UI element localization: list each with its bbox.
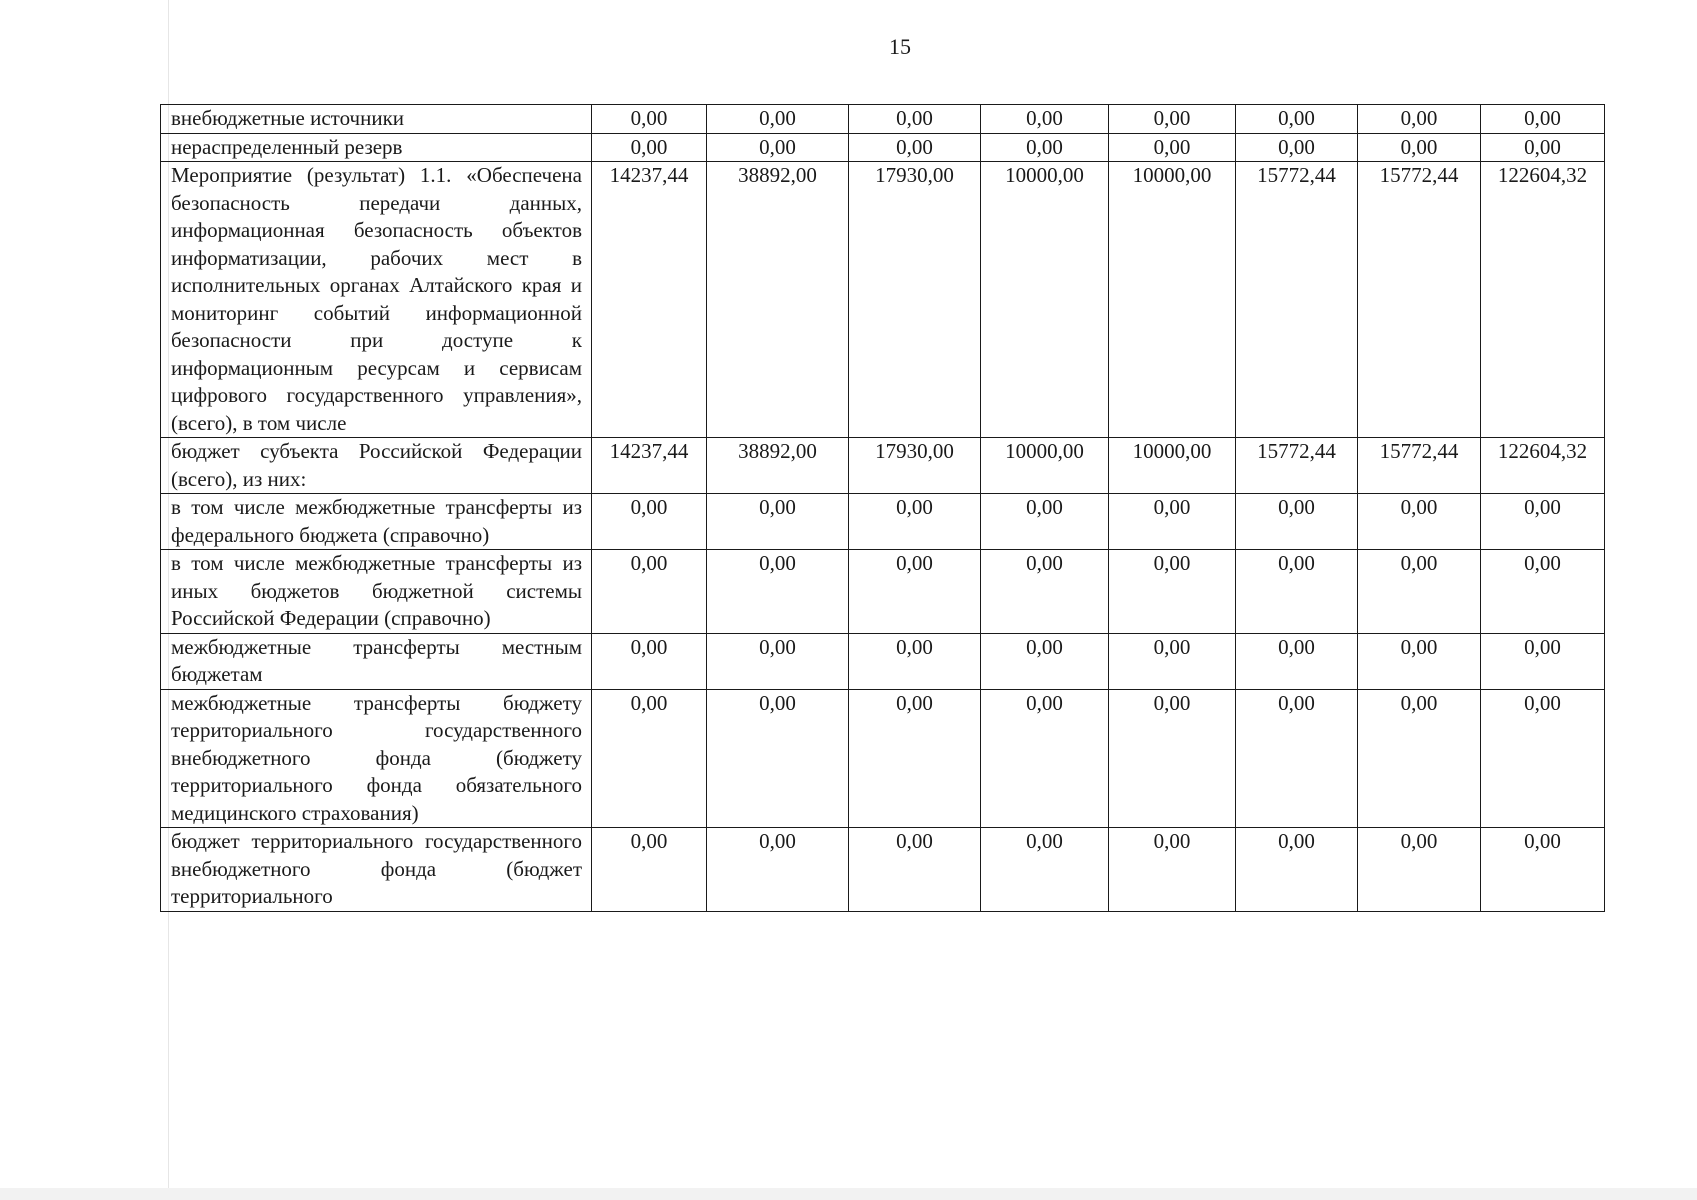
cell-value: 0,00 (592, 105, 707, 134)
table-row (161, 550, 1605, 634)
row-label: межбюджетные трансферты местным бюджетам (161, 633, 592, 689)
budget-table (160, 104, 1605, 912)
cell-value: 0,00 (1481, 633, 1605, 689)
table-row (161, 689, 1605, 828)
cell-value: 0,00 (1236, 133, 1358, 162)
row-label: внебюджетные источники (161, 105, 592, 134)
cell-value: 0,00 (1236, 633, 1358, 689)
cell-value: 10000,00 (1109, 162, 1236, 438)
cell-value: 0,00 (1481, 494, 1605, 550)
cell-value: 0,00 (1358, 633, 1481, 689)
row-label: Мероприятие (результат) 1.1. «Обеспечена безопасность передачи данных, информационная безопасность объектов информатизации, рабочих мест в исполнительных органах Алтайского края и мониторинг событий информационной безопасности при доступе к информационным ресурсам и сервисам цифрового государственного управления», (всего), в том числе (161, 162, 592, 438)
cell-value: 0,00 (1481, 133, 1605, 162)
cell-value: 0,00 (1358, 828, 1481, 912)
table-row (161, 828, 1605, 912)
cell-value: 0,00 (1358, 550, 1481, 634)
row-label: бюджет субъекта Российской Федерации (всего), из них: (161, 438, 592, 494)
cell-value: 0,00 (1481, 828, 1605, 912)
cell-value: 0,00 (707, 494, 849, 550)
row-label: межбюджетные трансферты бюджету территориального государственного внебюджетного фонда (бюджету территориального фонда обязательного медицинского страхования) (161, 689, 592, 828)
cell-value: 0,00 (981, 133, 1109, 162)
row-label: в том числе межбюджетные трансферты из федерального бюджета (справочно) (161, 494, 592, 550)
cell-value: 0,00 (849, 828, 981, 912)
cell-value: 0,00 (1481, 105, 1605, 134)
cell-value: 15772,44 (1236, 438, 1358, 494)
row-label: нераспределенный резерв (161, 133, 592, 162)
cell-value: 0,00 (849, 633, 981, 689)
row-label: в том числе межбюджетные трансферты из иных бюджетов бюджетной системы Российской Федерации (справочно) (161, 550, 592, 634)
cell-value: 15772,44 (1358, 438, 1481, 494)
cell-value: 0,00 (1358, 494, 1481, 550)
cell-value: 0,00 (1236, 828, 1358, 912)
cell-value: 0,00 (707, 689, 849, 828)
cell-value: 0,00 (981, 550, 1109, 634)
cell-value: 0,00 (849, 133, 981, 162)
cell-value: 0,00 (592, 828, 707, 912)
table-row (161, 162, 1605, 438)
cell-value: 0,00 (849, 494, 981, 550)
cell-value: 0,00 (592, 689, 707, 828)
table-row (161, 438, 1605, 494)
cell-value: 0,00 (981, 105, 1109, 134)
cell-value: 0,00 (981, 633, 1109, 689)
cell-value: 0,00 (1358, 133, 1481, 162)
cell-value: 122604,32 (1481, 438, 1605, 494)
cell-value: 15772,44 (1236, 162, 1358, 438)
cell-value: 0,00 (1236, 550, 1358, 634)
cell-value: 10000,00 (1109, 438, 1236, 494)
table-row (161, 133, 1605, 162)
cell-value: 0,00 (707, 550, 849, 634)
cell-value: 0,00 (592, 550, 707, 634)
table-row (161, 633, 1605, 689)
cell-value: 17930,00 (849, 162, 981, 438)
cell-value: 0,00 (1358, 689, 1481, 828)
cell-value: 0,00 (1109, 105, 1236, 134)
table-row (161, 494, 1605, 550)
cell-value: 0,00 (707, 633, 849, 689)
cell-value: 38892,00 (707, 438, 849, 494)
cell-value: 0,00 (849, 689, 981, 828)
row-label: бюджет территориального государственного внебюджетного фонда (бюджет территориального (161, 828, 592, 912)
cell-value: 14237,44 (592, 162, 707, 438)
scan-edge (0, 1188, 1697, 1200)
table-row (161, 105, 1605, 134)
cell-value: 15772,44 (1358, 162, 1481, 438)
cell-value: 0,00 (1109, 494, 1236, 550)
cell-value: 122604,32 (1481, 162, 1605, 438)
page-number: 15 (889, 34, 911, 59)
cell-value: 17930,00 (849, 438, 981, 494)
cell-value: 10000,00 (981, 438, 1109, 494)
cell-value: 0,00 (1109, 133, 1236, 162)
cell-value: 0,00 (1109, 550, 1236, 634)
cell-value: 0,00 (981, 494, 1109, 550)
cell-value: 0,00 (849, 550, 981, 634)
cell-value: 0,00 (707, 105, 849, 134)
cell-value: 0,00 (707, 828, 849, 912)
cell-value: 0,00 (981, 689, 1109, 828)
cell-value: 0,00 (1481, 550, 1605, 634)
cell-value: 0,00 (849, 105, 981, 134)
cell-value: 0,00 (1109, 828, 1236, 912)
cell-value: 0,00 (592, 494, 707, 550)
cell-value: 0,00 (1236, 689, 1358, 828)
cell-value: 0,00 (707, 133, 849, 162)
cell-value: 0,00 (1236, 494, 1358, 550)
cell-value: 38892,00 (707, 162, 849, 438)
cell-value: 0,00 (1109, 633, 1236, 689)
cell-value: 0,00 (1358, 105, 1481, 134)
cell-value: 0,00 (1109, 689, 1236, 828)
cell-value: 0,00 (592, 633, 707, 689)
cell-value: 0,00 (592, 133, 707, 162)
cell-value: 0,00 (981, 828, 1109, 912)
cell-value: 10000,00 (981, 162, 1109, 438)
cell-value: 0,00 (1236, 105, 1358, 134)
cell-value: 0,00 (1481, 689, 1605, 828)
cell-value: 14237,44 (592, 438, 707, 494)
